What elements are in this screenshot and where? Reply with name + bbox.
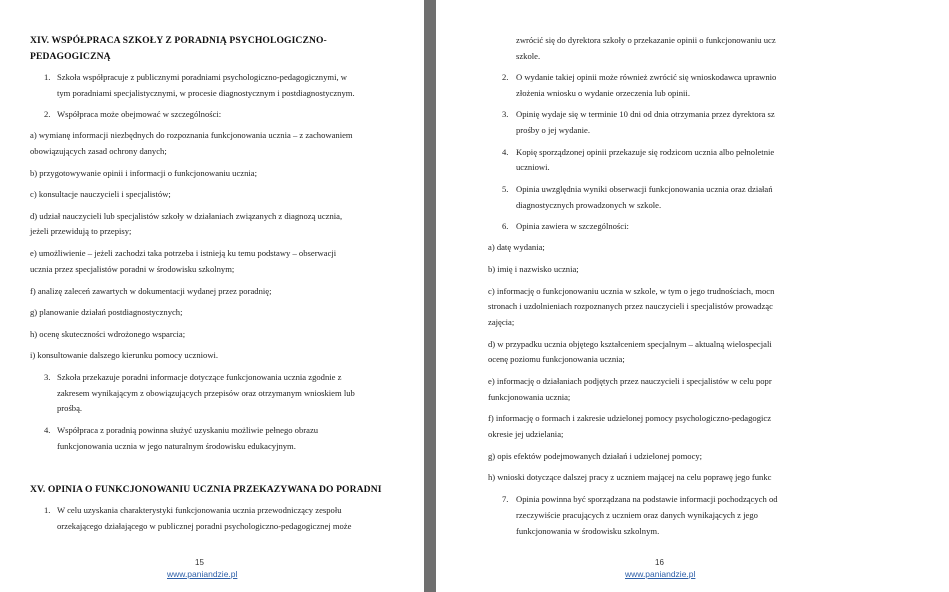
sub-item-text: okresie jej udzielania; [488,429,564,439]
sub-item-text: d) w przypadku ucznia objętego kształceniem specjalnym – aktualną wielospecjali [488,339,772,349]
section-xiv-heading-line1: XIV. WSPÓŁPRACA SZKOŁY Z PORADNIĄ PSYCHOLOGICZNO- [30,35,327,46]
page-number: 16 [655,558,664,567]
sub-item-text: e) umożliwienie – jeżeli zachodzi taka potrzeba i istnieją ku temu podstawy – obserwacji [30,248,337,258]
list-item-text: funkcjonowania ucznia w jego naturalnym środowisku edukacyjnym. [57,441,296,451]
list-item-text: złożenia wniosku o wydanie orzeczenia lub opinii. [516,88,690,98]
list-item-text: zakresem wynikającym z obowiązujących przepisów oraz otrzymanym wnioskiem lub [57,388,355,398]
list-number: 4. [44,425,51,435]
list-item-text: Współpraca z poradnią powinna służyć uzyskaniu możliwie pełnego obrazu [57,425,319,435]
sub-item-text: funkcjonowania ucznia; [488,392,571,402]
list-number: 4. [502,147,509,157]
document-page-15 [0,0,424,592]
list-item-text: Opinia powinna być sporządzana na podstawie informacji pochodzących od [516,494,778,504]
list-item-text: funkcjonowania w środowisku szkolnym. [516,526,660,536]
list-item-text: orzekającego działającego w publicznej poradni psychologiczno-pedagogicznej może [57,521,352,531]
list-item-text: O wydanie takiej opinii może również zwrócić się wnioskodawca uprawnio [516,72,777,82]
list-number: 7. [502,494,509,504]
list-item-text: W celu uzyskania charakterystyki funkcjonowania ucznia przewodniczący zespołu [57,505,342,515]
sub-item-text: ucznia przez specjalistów poradni w środowisku szkolnym; [30,264,235,274]
list-number: 2. [44,109,51,119]
sub-item-text: g) opis efektów podejmowanych działań i udzielonej pomocy; [488,451,703,461]
list-item-text: Szkoła współpracuje z publicznymi poradniami psychologiczno-pedagogicznymi, w [57,72,347,82]
list-item-text: uczniowi. [516,162,550,172]
list-number: 1. [44,72,51,82]
list-number: 6. [502,221,509,231]
page-number: 15 [195,558,204,567]
sub-item-text: stronach i uzdolnieniach rozpoznanych przez nauczycieli i specjalistów prowadząc [488,301,773,311]
sub-item-text: d) udział nauczycieli lub specjalistów szkoły w działaniach związanych z diagnozą ucznia, [30,211,343,221]
sub-item-text: e) informację o działaniach podjętych przez nauczycieli i specjalistów w celu popr [488,376,772,386]
footer-website-link[interactable]: www.paniandzie.pl [625,569,696,579]
list-item-text: Kopię sporządzonej opinii przekazuje się rodzicom ucznia albo pełnoletnie [516,147,775,157]
list-item-text: prośbą. [57,403,83,413]
section-xiv-heading-line2: PEDAGOGICZNĄ [30,51,111,62]
list-number: 1. [44,505,51,515]
sub-item-text: a) wymianę informacji niezbędnych do rozpoznania funkcjonowania ucznia – z zachowaniem [30,130,353,140]
sub-item-text: f) informację o formach i zakresie udzielonej pomocy psychologiczno-pedagogicz [488,413,772,423]
sub-item-text: g) planowanie działań postdiagnostycznych; [30,307,183,317]
sub-item-text: h) ocenę skuteczności wdrożonego wsparcia; [30,329,186,339]
list-item-text: Opinię wydaje się w terminie 10 dni od dnia otrzymania przez dyrektora sz [516,109,775,119]
sub-item-text: b) imię i nazwisko ucznia; [488,264,579,274]
list-number: 3. [44,372,51,382]
page-divider [424,0,436,592]
sub-item-text: ocenę poziomu funkcjonowania ucznia; [488,354,625,364]
list-item-text: Współpraca może obejmować w szczególności: [57,109,222,119]
sub-item-text: zajęcia; [488,317,515,327]
sub-item-text: b) przygotowywanie opinii i informacji o funkcjonowaniu ucznia; [30,168,257,178]
sub-item-text: f) analizę zaleceń zawartych w dokumentacji wydanej przez poradnię; [30,286,272,296]
list-number: 3. [502,109,509,119]
list-item-text: Szkoła przekazuje poradni informacje dotyczące funkcjonowania ucznia zgodnie z [57,372,342,382]
sub-item-text: h) wnioski dotyczące dalszej pracy z uczniem mającej na celu poprawę jego funkc [488,472,772,482]
sub-item-text: jeżeli przewidują to przepisy; [30,226,132,236]
list-item-text: zwrócić się do dyrektora szkoły o przekazanie opinii o funkcjonowaniu ucz [516,35,776,45]
list-item-text: tym poradniami specjalistycznymi, w procesie diagnostycznym i postdiagnostycznym. [57,88,355,98]
sub-item-text: i) konsultowanie dalszego kierunku pomocy uczniowi. [30,350,219,360]
list-item-text: szkole. [516,51,541,61]
footer-website-link[interactable]: www.paniandzie.pl [167,569,238,579]
sub-item-text: a) datę wydania; [488,242,545,252]
sub-item-text: c) konsultacje nauczycieli i specjalistów; [30,189,171,199]
section-xv-heading: XV. OPINIA O FUNKCJONOWANIU UCZNIA PRZEKAZYWANA DO PORADNI [30,484,382,495]
list-item-text: diagnostycznych prowadzonych w szkole. [516,200,662,210]
document-page-16 [436,0,949,592]
list-item-text: prośby o jej wydanie. [516,125,590,135]
list-item-text: rzeczywiście pracujących z uczniem oraz danych wynikających z jego [516,510,758,520]
list-item-text: Opinia zawiera w szczególności: [516,221,629,231]
sub-item-text: obowiązujących zasad ochrony danych; [30,146,167,156]
list-item-text: Opinia uwzględnia wyniki obserwacji funkcjonowania ucznia oraz działań [516,184,773,194]
sub-item-text: c) informację o funkcjonowaniu ucznia w szkole, w tym o jego trudnościach, mocn [488,286,775,296]
list-number: 2. [502,72,509,82]
list-number: 5. [502,184,509,194]
